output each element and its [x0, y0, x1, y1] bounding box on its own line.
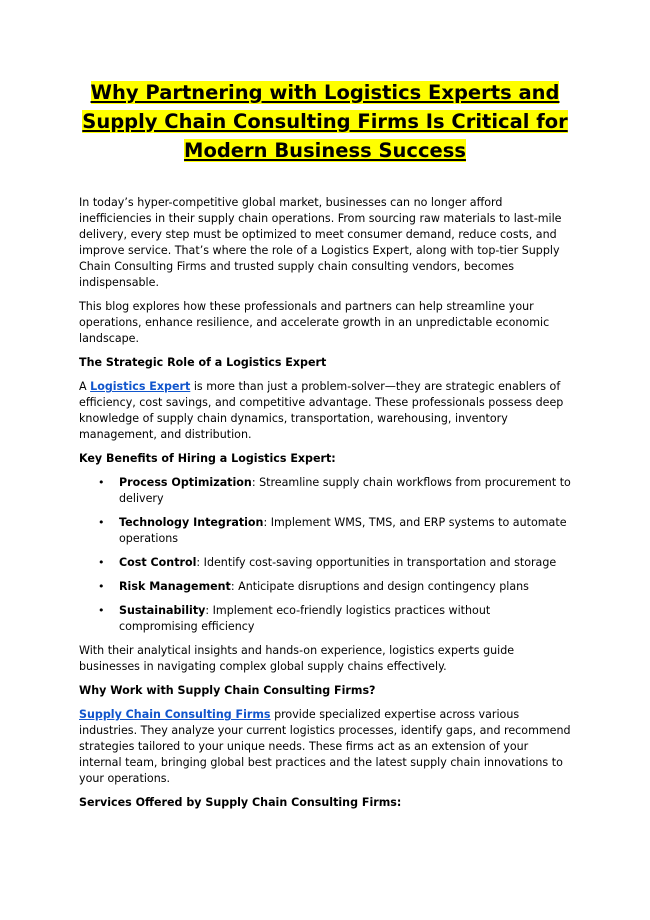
intro-paragraph-2: This blog explores how these professionals and partners can help streamline your operations, enhance resilience, and accelerate growth in an unpredictable economic landscape.: [79, 300, 550, 345]
bullet-icon: •: [98, 476, 105, 489]
paragraph-text: provide specialized expertise across various industries. They analyze your current logistics processes, identify gaps, and recommend strategies tailored to your unique needs. These firms act as an extension of your internal team, bringing global best practices and the latest supply chain innovations to your operations.: [79, 708, 571, 785]
supply-chain-consulting-firms-link[interactable]: Supply Chain Consulting Firms: [79, 708, 271, 721]
logistics-expert-link[interactable]: Logistics Expert: [90, 380, 191, 393]
list-item: [98, 579, 571, 595]
list-item: [98, 475, 571, 507]
list-item-label: Sustainability: [119, 604, 206, 617]
document-page: [79, 78, 571, 819]
list-item: [98, 603, 571, 635]
consulting-paragraph: [79, 707, 571, 787]
bullet-icon: •: [98, 580, 105, 593]
title-block: [79, 78, 571, 165]
list-item-text: : Implement WMS, TMS, and ERP systems to automate operations: [119, 516, 567, 545]
list-item-label: Risk Management: [119, 580, 231, 593]
intro-paragraph-1: In today’s hyper-competitive global market, businesses can no longer afford inefficiencies in their supply chain operations. From sourcing raw materials to last-mile delivery, every step must be optimized to meet consumer demand, reduce costs, and improve service. That’s where the role of a Logistics Expert, along with top-tier Supply Chain Consulting Firms and trusted supply chain consulting vendors, becomes indispensable.: [79, 196, 562, 289]
list-item-text: : Identify cost-saving opportunities in transportation and storage: [196, 556, 557, 569]
list-item: [98, 555, 571, 571]
list-item-text: : Implement eco-friendly logistics practices without compromising efficiency: [119, 604, 491, 633]
paragraph-text: is more than just a problem-solver—they are strategic enablers of efficiency, cost savings, and competitive advantage. These professionals possess deep knowledge of supply chain dynamics, transportation, warehousing, inventory management, and distribution.: [79, 380, 564, 441]
section-heading-key-benefits: Key Benefits of Hiring a Logistics Expert:: [79, 452, 336, 465]
bullet-icon: •: [98, 604, 105, 617]
strategic-role-paragraph: [79, 379, 571, 443]
section-heading-why-consulting: Why Work with Supply Chain Consulting Firms?: [79, 684, 376, 697]
paragraph-prefix: A: [79, 380, 91, 393]
list-item: [98, 515, 571, 547]
list-item-label: Technology Integration: [119, 516, 264, 529]
list-item-label: Cost Control: [119, 556, 197, 569]
list-item-text: : Anticipate disruptions and design contingency plans: [230, 580, 529, 593]
bullet-icon: •: [98, 556, 105, 569]
list-item-text: : Streamline supply chain workflows from procurement to delivery: [119, 476, 571, 505]
benefits-list: [79, 475, 571, 635]
section-heading-services: Services Offered by Supply Chain Consulting Firms:: [79, 796, 402, 809]
benefits-closing-paragraph: With their analytical insights and hands-on experience, logistics experts guide businesses in navigating complex global supply chains effectively.: [79, 644, 515, 673]
section-heading-strategic-role: The Strategic Role of a Logistics Expert: [79, 356, 327, 369]
bullet-icon: •: [98, 516, 105, 529]
page-title: Why Partnering with Logistics Experts and Supply Chain Consulting Firms Is Critical for Modern Business Success: [82, 81, 568, 162]
list-item-label: Process Optimization: [119, 476, 252, 489]
